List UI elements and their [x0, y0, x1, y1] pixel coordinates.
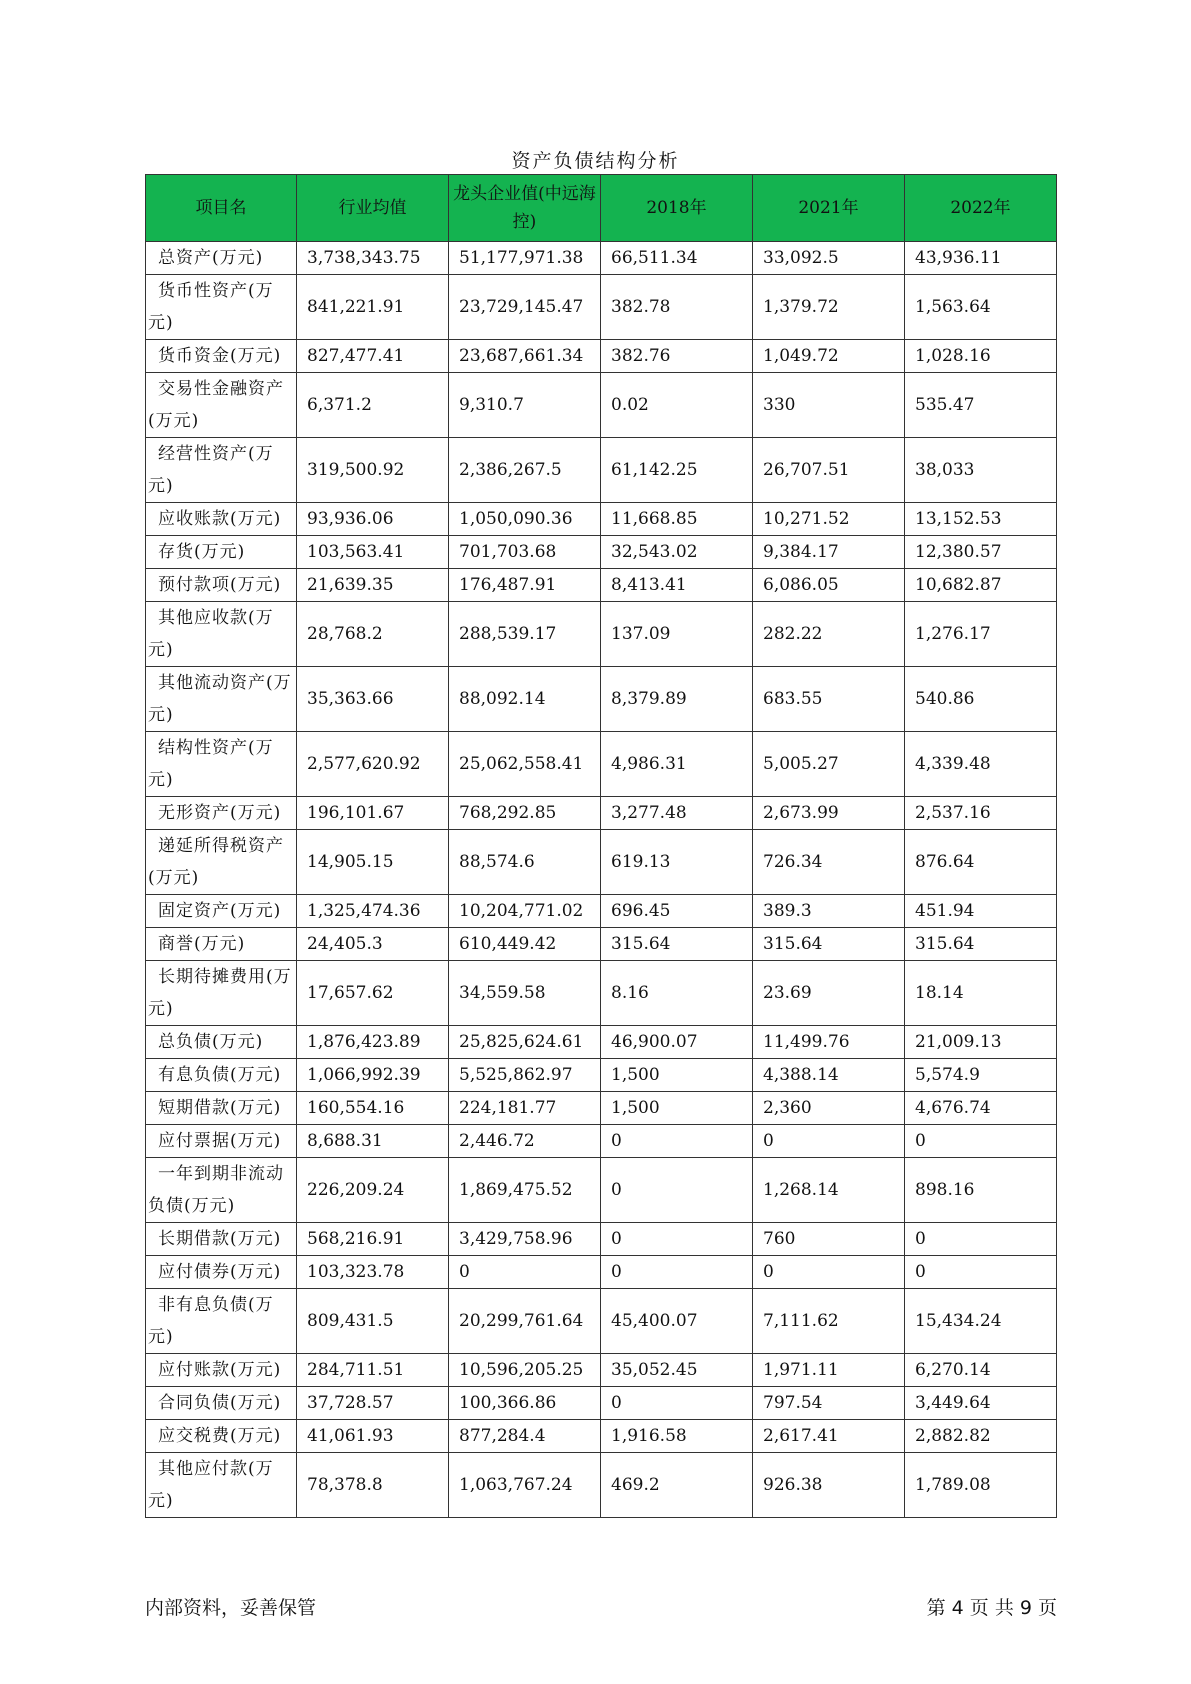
value-cell: 568,216.91 — [297, 1223, 449, 1256]
value-cell: 35,052.45 — [601, 1354, 753, 1387]
table-row — [146, 1420, 1057, 1453]
row-label: 无形资产(万元) — [158, 803, 282, 823]
value-cell: 18.14 — [905, 961, 1057, 1026]
value-cell: 224,181.77 — [449, 1092, 601, 1125]
value-cell: 0 — [905, 1256, 1057, 1289]
value-cell: 103,323.78 — [297, 1256, 449, 1289]
value-cell: 315.64 — [753, 928, 905, 961]
table-row — [146, 1026, 1057, 1059]
table-row — [146, 569, 1057, 602]
row-label-cell — [146, 242, 297, 275]
row-label: 应付账款(万元) — [158, 1360, 282, 1380]
row-label-cell — [146, 1125, 297, 1158]
value-cell: 282.22 — [753, 602, 905, 667]
value-cell: 10,682.87 — [905, 569, 1057, 602]
value-cell: 7,111.62 — [753, 1289, 905, 1354]
value-cell: 8.16 — [601, 961, 753, 1026]
value-cell: 23,729,145.47 — [449, 275, 601, 340]
table-row — [146, 830, 1057, 895]
table-row — [146, 373, 1057, 438]
row-label: 一年到期非流动负债(万元) — [148, 1164, 284, 1216]
value-cell: 10,271.52 — [753, 503, 905, 536]
table-row — [146, 536, 1057, 569]
value-cell: 23,687,661.34 — [449, 340, 601, 373]
row-label-cell — [146, 797, 297, 830]
row-label-cell — [146, 830, 297, 895]
value-cell: 827,477.41 — [297, 340, 449, 373]
row-label: 其他应收款(万元) — [148, 608, 274, 660]
table-row — [146, 1453, 1057, 1518]
table-row — [146, 275, 1057, 340]
value-cell: 1,050,090.36 — [449, 503, 601, 536]
row-label-cell — [146, 602, 297, 667]
row-label-cell — [146, 1289, 297, 1354]
value-cell: 1,325,474.36 — [297, 895, 449, 928]
table-row — [146, 438, 1057, 503]
value-cell: 9,310.7 — [449, 373, 601, 438]
value-cell: 5,574.9 — [905, 1059, 1057, 1092]
value-cell: 1,789.08 — [905, 1453, 1057, 1518]
value-cell: 93,936.06 — [297, 503, 449, 536]
value-cell: 5,525,862.97 — [449, 1059, 601, 1092]
table-row — [146, 797, 1057, 830]
row-label: 货币资金(万元) — [158, 346, 282, 366]
value-cell: 3,277.48 — [601, 797, 753, 830]
table-row — [146, 1354, 1057, 1387]
value-cell: 137.09 — [601, 602, 753, 667]
value-cell: 35,363.66 — [297, 667, 449, 732]
value-cell: 1,916.58 — [601, 1420, 753, 1453]
value-cell: 6,270.14 — [905, 1354, 1057, 1387]
value-cell: 0 — [449, 1256, 601, 1289]
row-label-cell — [146, 536, 297, 569]
value-cell: 88,574.6 — [449, 830, 601, 895]
table-row — [146, 895, 1057, 928]
table-row — [146, 1256, 1057, 1289]
value-cell: 315.64 — [601, 928, 753, 961]
row-label: 存货(万元) — [158, 542, 246, 562]
value-cell: 4,986.31 — [601, 732, 753, 797]
value-cell: 37,728.57 — [297, 1387, 449, 1420]
value-cell: 0 — [601, 1158, 753, 1223]
value-cell: 13,152.53 — [905, 503, 1057, 536]
row-label-cell — [146, 1059, 297, 1092]
header-cell: 龙头企业值(中远海控) — [449, 175, 601, 242]
value-cell: 540.86 — [905, 667, 1057, 732]
value-cell: 469.2 — [601, 1453, 753, 1518]
value-cell: 809,431.5 — [297, 1289, 449, 1354]
value-cell: 28,768.2 — [297, 602, 449, 667]
table-row — [146, 340, 1057, 373]
row-label-cell — [146, 1354, 297, 1387]
table-row — [146, 732, 1057, 797]
value-cell: 1,049.72 — [753, 340, 905, 373]
value-cell: 451.94 — [905, 895, 1057, 928]
row-label-cell — [146, 503, 297, 536]
row-label: 商誉(万元) — [158, 934, 246, 954]
table-row — [146, 1059, 1057, 1092]
value-cell: 0 — [601, 1223, 753, 1256]
header-cell: 2018年 — [601, 175, 753, 242]
value-cell: 683.55 — [753, 667, 905, 732]
value-cell: 2,537.16 — [905, 797, 1057, 830]
table-row — [146, 242, 1057, 275]
value-cell: 701,703.68 — [449, 536, 601, 569]
value-cell: 2,577,620.92 — [297, 732, 449, 797]
value-cell: 43,936.11 — [905, 242, 1057, 275]
row-label-cell — [146, 961, 297, 1026]
value-cell: 0 — [905, 1125, 1057, 1158]
value-cell: 315.64 — [905, 928, 1057, 961]
value-cell: 3,449.64 — [905, 1387, 1057, 1420]
value-cell: 1,066,992.39 — [297, 1059, 449, 1092]
value-cell: 160,554.16 — [297, 1092, 449, 1125]
row-label: 短期借款(万元) — [158, 1098, 282, 1118]
value-cell: 88,092.14 — [449, 667, 601, 732]
header-cell: 2021年 — [753, 175, 905, 242]
value-cell: 10,204,771.02 — [449, 895, 601, 928]
table-row — [146, 1125, 1057, 1158]
value-cell: 25,062,558.41 — [449, 732, 601, 797]
value-cell: 8,688.31 — [297, 1125, 449, 1158]
value-cell: 760 — [753, 1223, 905, 1256]
table-row — [146, 1387, 1057, 1420]
balance-structure-table — [145, 174, 1057, 1518]
value-cell: 2,673.99 — [753, 797, 905, 830]
value-cell: 619.13 — [601, 830, 753, 895]
value-cell: 4,388.14 — [753, 1059, 905, 1092]
row-label-cell — [146, 895, 297, 928]
value-cell: 1,876,423.89 — [297, 1026, 449, 1059]
value-cell: 5,005.27 — [753, 732, 905, 797]
value-cell: 66,511.34 — [601, 242, 753, 275]
value-cell: 877,284.4 — [449, 1420, 601, 1453]
row-label: 其他应付款(万元) — [148, 1459, 274, 1511]
value-cell: 10,596,205.25 — [449, 1354, 601, 1387]
value-cell: 100,366.86 — [449, 1387, 601, 1420]
table-body — [146, 242, 1057, 1518]
value-cell: 610,449.42 — [449, 928, 601, 961]
row-label-cell — [146, 1092, 297, 1125]
row-label-cell — [146, 928, 297, 961]
value-cell: 24,405.3 — [297, 928, 449, 961]
header-cell: 行业均值 — [297, 175, 449, 242]
value-cell: 1,268.14 — [753, 1158, 905, 1223]
value-cell: 9,384.17 — [753, 536, 905, 569]
row-label: 合同负债(万元) — [158, 1393, 282, 1413]
table-row — [146, 1092, 1057, 1125]
value-cell: 382.78 — [601, 275, 753, 340]
row-label: 应付票据(万元) — [158, 1131, 282, 1151]
value-cell: 176,487.91 — [449, 569, 601, 602]
value-cell: 768,292.85 — [449, 797, 601, 830]
value-cell: 2,617.41 — [753, 1420, 905, 1453]
value-cell: 25,825,624.61 — [449, 1026, 601, 1059]
footer-page-number: 第 4 页 共 9 页 — [926, 1597, 1057, 1619]
value-cell: 21,009.13 — [905, 1026, 1057, 1059]
value-cell: 20,299,761.64 — [449, 1289, 601, 1354]
row-label-cell — [146, 1453, 297, 1518]
value-cell: 1,500 — [601, 1092, 753, 1125]
value-cell: 726.34 — [753, 830, 905, 895]
row-label-cell — [146, 732, 297, 797]
value-cell: 34,559.58 — [449, 961, 601, 1026]
value-cell: 41,061.93 — [297, 1420, 449, 1453]
value-cell: 226,209.24 — [297, 1158, 449, 1223]
row-label: 预付款项(万元) — [158, 575, 282, 595]
table-row — [146, 1158, 1057, 1223]
value-cell: 330 — [753, 373, 905, 438]
table-row — [146, 667, 1057, 732]
value-cell: 841,221.91 — [297, 275, 449, 340]
value-cell: 0 — [601, 1387, 753, 1420]
value-cell: 1,063,767.24 — [449, 1453, 601, 1518]
value-cell: 0 — [601, 1256, 753, 1289]
value-cell: 535.47 — [905, 373, 1057, 438]
value-cell: 284,711.51 — [297, 1354, 449, 1387]
value-cell: 12,380.57 — [905, 536, 1057, 569]
row-label: 应交税费(万元) — [158, 1426, 282, 1446]
value-cell: 196,101.67 — [297, 797, 449, 830]
row-label-cell — [146, 1026, 297, 1059]
table-row — [146, 961, 1057, 1026]
row-label: 总负债(万元) — [158, 1032, 264, 1052]
value-cell: 33,092.5 — [753, 242, 905, 275]
value-cell: 8,379.89 — [601, 667, 753, 732]
value-cell: 6,086.05 — [753, 569, 905, 602]
row-label-cell — [146, 1158, 297, 1223]
value-cell: 0 — [905, 1223, 1057, 1256]
row-label: 长期待摊费用(万元) — [148, 967, 292, 1019]
value-cell: 51,177,971.38 — [449, 242, 601, 275]
value-cell: 319,500.92 — [297, 438, 449, 503]
value-cell: 1,028.16 — [905, 340, 1057, 373]
value-cell: 1,563.64 — [905, 275, 1057, 340]
row-label-cell — [146, 1387, 297, 1420]
row-label: 固定资产(万元) — [158, 901, 282, 921]
value-cell: 0.02 — [601, 373, 753, 438]
value-cell: 11,668.85 — [601, 503, 753, 536]
value-cell: 32,543.02 — [601, 536, 753, 569]
value-cell: 1,869,475.52 — [449, 1158, 601, 1223]
row-label-cell — [146, 667, 297, 732]
value-cell: 4,676.74 — [905, 1092, 1057, 1125]
row-label: 非有息负债(万元) — [148, 1295, 274, 1347]
value-cell: 3,429,758.96 — [449, 1223, 601, 1256]
header-cell: 项目名 — [146, 175, 297, 242]
value-cell: 78,378.8 — [297, 1453, 449, 1518]
row-label: 应付债券(万元) — [158, 1262, 282, 1282]
row-label: 递延所得税资产(万元) — [148, 836, 284, 888]
table-row — [146, 1223, 1057, 1256]
value-cell: 2,446.72 — [449, 1125, 601, 1158]
value-cell: 797.54 — [753, 1387, 905, 1420]
row-label-cell — [146, 1256, 297, 1289]
value-cell: 3,738,343.75 — [297, 242, 449, 275]
value-cell: 14,905.15 — [297, 830, 449, 895]
footer-confidential-note: 内部资料，妥善保管 — [145, 1597, 317, 1619]
value-cell: 8,413.41 — [601, 569, 753, 602]
row-label-cell — [146, 1420, 297, 1453]
table-row — [146, 602, 1057, 667]
row-label: 总资产(万元) — [158, 248, 264, 268]
table-header — [146, 175, 1057, 242]
row-label: 结构性资产(万元) — [148, 738, 274, 790]
value-cell: 2,386,267.5 — [449, 438, 601, 503]
value-cell: 4,339.48 — [905, 732, 1057, 797]
page-title: 资产负债结构分析 — [511, 150, 680, 172]
row-label-cell — [146, 1223, 297, 1256]
row-label: 交易性金融资产(万元) — [148, 379, 284, 431]
value-cell: 1,276.17 — [905, 602, 1057, 667]
value-cell: 876.64 — [905, 830, 1057, 895]
value-cell: 898.16 — [905, 1158, 1057, 1223]
value-cell: 11,499.76 — [753, 1026, 905, 1059]
row-label-cell — [146, 438, 297, 503]
row-label: 有息负债(万元) — [158, 1065, 282, 1085]
value-cell: 26,707.51 — [753, 438, 905, 503]
row-label-cell — [146, 569, 297, 602]
value-cell: 0 — [601, 1125, 753, 1158]
row-label: 货币性资产(万元) — [148, 281, 274, 333]
value-cell: 15,434.24 — [905, 1289, 1057, 1354]
value-cell: 23.69 — [753, 961, 905, 1026]
value-cell: 2,882.82 — [905, 1420, 1057, 1453]
value-cell: 17,657.62 — [297, 961, 449, 1026]
value-cell: 2,360 — [753, 1092, 905, 1125]
table-row — [146, 928, 1057, 961]
row-label-cell — [146, 340, 297, 373]
value-cell: 1,379.72 — [753, 275, 905, 340]
value-cell: 61,142.25 — [601, 438, 753, 503]
value-cell: 103,563.41 — [297, 536, 449, 569]
value-cell: 46,900.07 — [601, 1026, 753, 1059]
value-cell: 696.45 — [601, 895, 753, 928]
value-cell: 0 — [753, 1125, 905, 1158]
row-label: 其他流动资产(万元) — [148, 673, 292, 725]
value-cell: 926.38 — [753, 1453, 905, 1518]
value-cell: 389.3 — [753, 895, 905, 928]
table-row — [146, 503, 1057, 536]
value-cell: 288,539.17 — [449, 602, 601, 667]
row-label: 经营性资产(万元) — [148, 444, 274, 496]
value-cell: 382.76 — [601, 340, 753, 373]
row-label: 长期借款(万元) — [158, 1229, 282, 1249]
value-cell: 1,500 — [601, 1059, 753, 1092]
value-cell: 38,033 — [905, 438, 1057, 503]
table-row — [146, 1289, 1057, 1354]
header-cell: 2022年 — [905, 175, 1057, 242]
value-cell: 1,971.11 — [753, 1354, 905, 1387]
row-label-cell — [146, 373, 297, 438]
header-row — [146, 175, 1057, 242]
row-label-cell — [146, 275, 297, 340]
value-cell: 21,639.35 — [297, 569, 449, 602]
value-cell: 45,400.07 — [601, 1289, 753, 1354]
row-label: 应收账款(万元) — [158, 509, 282, 529]
value-cell: 6,371.2 — [297, 373, 449, 438]
value-cell: 0 — [753, 1256, 905, 1289]
